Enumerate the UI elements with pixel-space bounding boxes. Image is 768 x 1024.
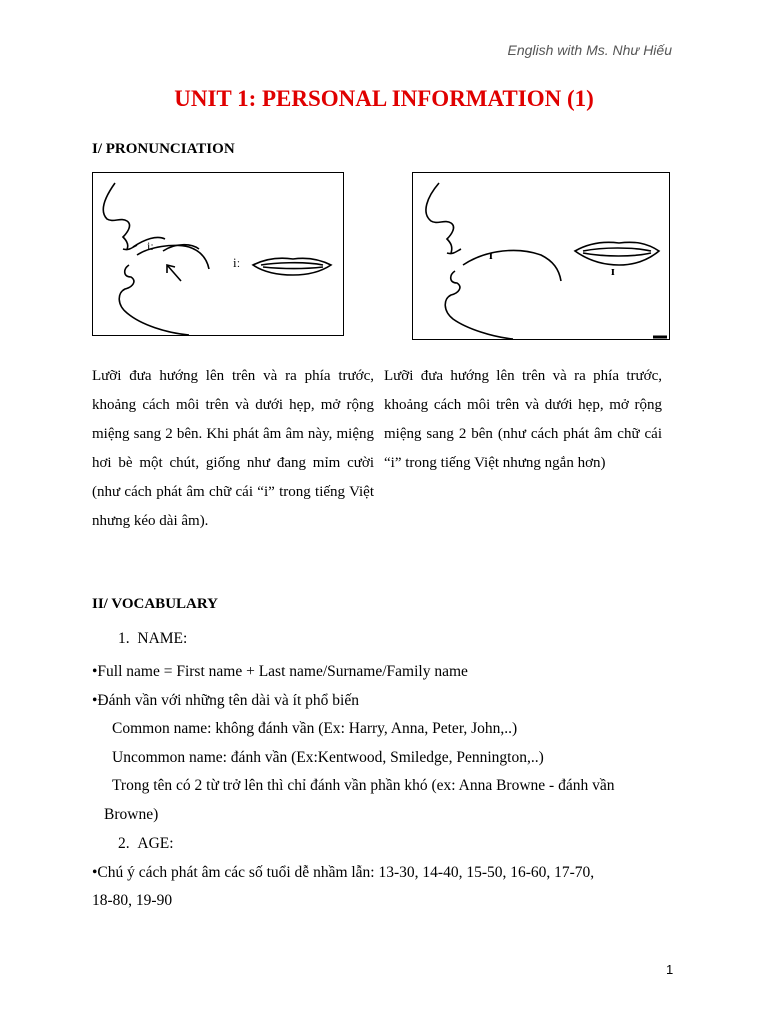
long-i-tongue-label: iː xyxy=(147,239,154,253)
short-i-tongue-label: ɪ xyxy=(489,247,493,262)
short-i-diagram xyxy=(412,172,670,340)
age-bullet: •Chú ý cách phát âm các số tuổi dễ nhầm lẫn: 13-30, 14-40, 15-50, 16-60, 17-70, xyxy=(92,864,595,881)
pronunciation-heading: I/ PRONUNCIATION xyxy=(92,141,235,157)
page-number: 1 xyxy=(666,962,674,977)
uncommon-name-line: Uncommon name: đánh vần (Ex:Kentwood, Smiledge, Pennington,..) xyxy=(112,749,544,766)
long-i-mouth-label: iː xyxy=(233,255,241,270)
short-i-description: Lưỡi đưa hướng lên trên và ra phía trước, khoảng cách môi trên và dưới hẹp, mở rộng miệng sang 2 bên (như cách phát âm chữ cái “i” trong tiếng Việt nhưng ngắn hơn) xyxy=(384,368,662,471)
page-title: UNIT 1: PERSONAL INFORMATION (1) xyxy=(174,86,594,111)
header-note: English with Ms. Như Hiếu xyxy=(507,42,672,58)
common-name-line: Common name: không đánh vần (Ex: Harry, Anna, Peter, John,..) xyxy=(112,720,518,737)
name-heading: 1. NAME: xyxy=(118,630,188,647)
long-i-description: Lưỡi đưa hướng lên trên và ra phía trước, khoảng cách môi trên và dưới hẹp, mở rộng miệng sang 2 bên. Khi phát âm âm này, miệng hơi bè một chút, giống như đang mỉm cười (như cách phát âm chữ cái “i” trong tiếng Việt nhưng kéo dài âm). xyxy=(92,368,374,529)
spelling-bullet: •Đánh vần với những tên dài và ít phổ biến xyxy=(92,692,359,709)
short-i-mouth-label: ɪ xyxy=(611,263,615,278)
age-heading: 2. AGE: xyxy=(118,835,174,852)
long-i-diagram xyxy=(92,172,344,336)
vocabulary-heading: II/ VOCABULARY xyxy=(92,596,218,612)
full-name-bullet: •Full name = First name + Last name/Surname/Family name xyxy=(92,663,468,680)
age-bullet-cont: 18-80, 19-90 xyxy=(92,892,173,909)
two-words-line-cont: Browne) xyxy=(104,806,159,823)
two-words-line: Trong tên có 2 từ trở lên thì chỉ đánh vần phần khó (ex: Anna Browne - đánh vần xyxy=(112,777,615,794)
